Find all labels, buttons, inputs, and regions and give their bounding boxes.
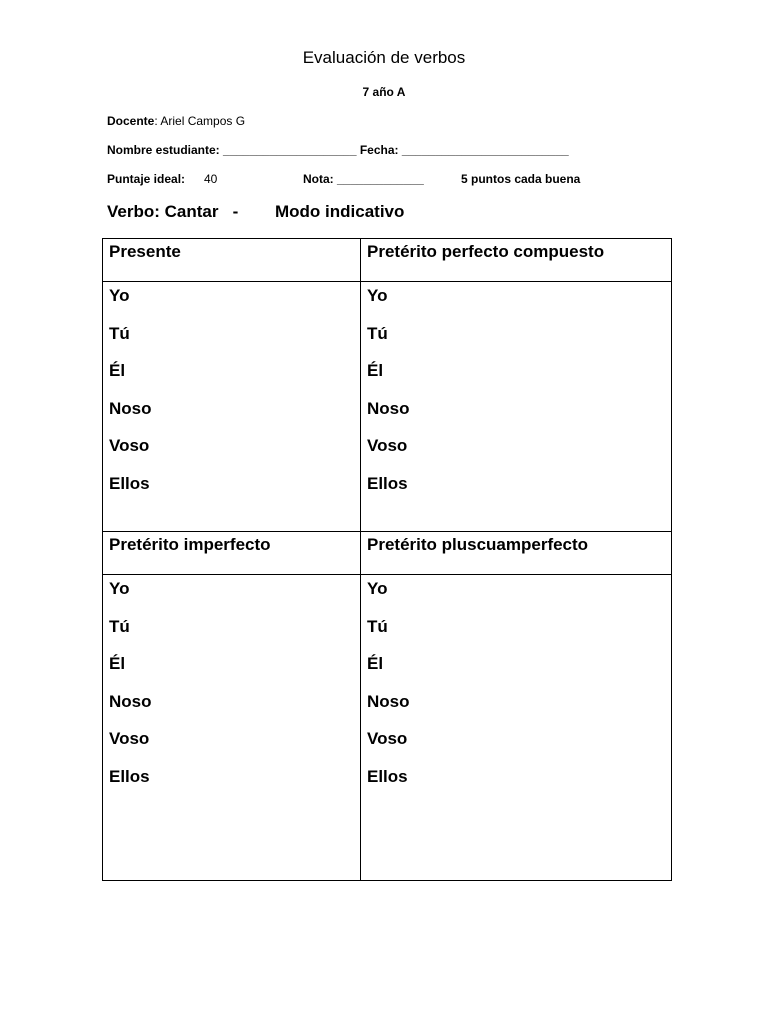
pronoun-label: Tú bbox=[109, 616, 130, 636]
tense-header-pluscuamperfecto bbox=[361, 532, 672, 575]
conjugation-table bbox=[102, 238, 672, 881]
pronoun-label: Él bbox=[109, 654, 126, 673]
pronoun-label: Ellos bbox=[109, 766, 150, 786]
pronoun-label: Noso bbox=[109, 691, 152, 711]
pronoun-label: Tú bbox=[367, 323, 388, 343]
tense-label: Pretérito imperfecto bbox=[109, 535, 271, 554]
class-subtitle: 7 año A bbox=[362, 85, 406, 99]
answer-cell-imperfecto[interactable] bbox=[103, 575, 361, 881]
pronoun-label: Noso bbox=[367, 691, 410, 711]
pronoun-label: Voso bbox=[367, 729, 408, 748]
tense-label: Pretérito perfecto compuesto bbox=[367, 242, 605, 261]
page-title: Evaluación de verbos bbox=[302, 48, 466, 67]
pronoun-label: Él bbox=[367, 361, 384, 380]
answer-cell-perfecto-compuesto[interactable] bbox=[361, 282, 672, 532]
tense-label: Pretérito pluscuamperfecto bbox=[367, 535, 589, 554]
docente-value: : Ariel Campos G bbox=[154, 114, 246, 128]
puntaje-label: Puntaje ideal: bbox=[107, 172, 186, 186]
answer-cell-pluscuamperfecto[interactable] bbox=[361, 575, 672, 881]
points-note: 5 puntos cada buena bbox=[461, 172, 581, 186]
pronoun-label: Yo bbox=[109, 579, 130, 598]
tense-header-perfecto-compuesto bbox=[361, 239, 672, 282]
nota-line: Nota: _____________ bbox=[303, 172, 424, 186]
pronoun-label: Noso bbox=[367, 398, 410, 418]
docente-label: Docente bbox=[107, 114, 155, 128]
tense-header-imperfecto bbox=[103, 532, 361, 575]
pronoun-label: Yo bbox=[109, 286, 130, 305]
answer-cell-presente[interactable] bbox=[103, 282, 361, 532]
pronoun-label: Él bbox=[109, 361, 126, 380]
pronoun-label: Ellos bbox=[109, 473, 150, 493]
tense-label: Presente bbox=[109, 242, 181, 261]
pronoun-label: Yo bbox=[367, 579, 388, 598]
pronoun-label: Él bbox=[367, 654, 384, 673]
pronoun-label: Ellos bbox=[367, 473, 408, 493]
puntaje-value: 40 bbox=[204, 172, 218, 186]
pronoun-label: Tú bbox=[367, 616, 388, 636]
verb-heading: Verbo: Cantar - bbox=[107, 202, 239, 221]
pronoun-label: Tú bbox=[109, 323, 130, 343]
pronoun-label: Voso bbox=[367, 436, 408, 455]
pronoun-label: Yo bbox=[367, 286, 388, 305]
pronoun-label: Ellos bbox=[367, 766, 408, 786]
mode-heading: Modo indicativo bbox=[275, 202, 405, 221]
tense-header-presente bbox=[103, 239, 361, 282]
pronoun-label: Voso bbox=[109, 436, 150, 455]
pronoun-label: Noso bbox=[109, 398, 152, 418]
student-name-date-line: Nombre estudiante: ____________________ Fecha: _________________________ bbox=[107, 143, 569, 157]
pronoun-label: Voso bbox=[109, 729, 150, 748]
docente-line bbox=[107, 114, 245, 128]
